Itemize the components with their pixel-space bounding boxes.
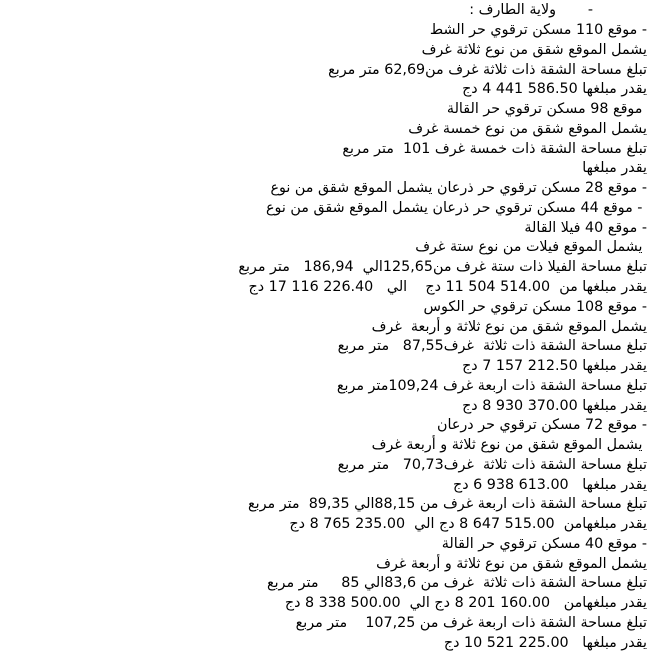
doc-line: - موقع 72 مسكن ترقوي حر درعان [437,417,647,433]
doc-line: - موقع 28 مسكن ترقوي حر ذرعان يشمل الموقع شقق من نوع [270,180,647,196]
doc-line: يشمل الموقع فيلات من نوع ستة غرف [415,239,647,255]
doc-line: تبلغ مساحة الشقة ذات خمسة غرف 101 متر مربع [342,141,647,157]
doc-line: تبلغ مساحة الشقة ذات ثلاثة غرف87,55 متر مربع [337,338,647,354]
doc-line: يقدر مبلغها 586.50 441 4 دج [462,81,647,97]
doc-line: يقدر مبلغها 370.00 930 8 دج [462,398,647,414]
doc-line: تبلغ مساحة الشقة ذات ثلاثة غرف70,73 متر مربع [337,457,647,473]
doc-line: تبلغ مساحة الشقة ذات ثلاثة غرف من 83,6الي 85 متر مربع [266,575,647,591]
doc-line: يقدر مبلغها 225.00 521 10 دج [443,635,647,651]
doc-line: تبلغ مساحة الشقة ذات اربعة غرف من 88,15الي 89,35 متر مربع [248,496,647,512]
doc-line: - موقع 110 مسكن ترقوي حر الشط [429,22,647,38]
doc-line: تبلغ مساحة الشقة ذات اربعة غرف 109,24متر مربع [336,378,647,394]
doc-line: يقدر مبلغهامن 515.00 647 8 دج الي 235.00 765 8 دج [289,516,647,532]
doc-line: تبلغ مساحة الشقة ذات ثلاثة غرف من62,69 متر مربع [328,62,647,78]
doc-line: يقدر مبلغها من 514.00 504 11 دج الي 226.40 116 17 دج [248,279,647,295]
doc-line-state-heading: - ولاية الطارف : [469,2,593,18]
doc-line: يقدر مبلغها 212.50 157 7 دج [462,358,647,374]
doc-line: يقدر مبلغها 613.00 938 6 دج [452,477,647,493]
doc-line: يشمل الموقع شقق من نوع ثلاثة غرف [421,42,647,58]
doc-line: تبلغ مساحة الفيلا ذات ستة غرف من125,65الي 186,94 متر مربع [238,259,647,275]
doc-line: يشمل الموقع شقق من نوع خمسة غرف [408,121,647,137]
doc-line: يشمل الموقع شقق من نوع ثلاثة و أربعة غرف [371,437,647,453]
doc-line: - موقع 108 مسكن ترقوي حر الكوس [423,299,647,315]
doc-line: - موقع 44 مسكن ترقوي حر ذرعان يشمل الموقع شقق من نوع [265,200,647,216]
doc-line: - موقع 40 فيلا القالة [524,220,647,236]
doc-line: - موقع 40 مسكن ترقوي حر القالة [441,536,647,552]
doc-line: تبلغ مساحة الشقة ذات اربعة غرف من 107,25 متر مربع [295,615,647,631]
doc-line: يقدر مبلغهامن 160.00 201 8 دج الي 500.00 338 8 دج [284,595,647,611]
doc-line: يشمل الموقع شقق من نوع ثلاثة و أربعة غرف [376,556,647,572]
doc-line: موقع 98 مسكن ترقوي حر القالة [446,101,647,117]
doc-line: يشمل الموقع شقق من نوع ثلاثة و أربعة غرف [371,319,647,335]
doc-line: يقدر مبلغها [582,160,647,176]
